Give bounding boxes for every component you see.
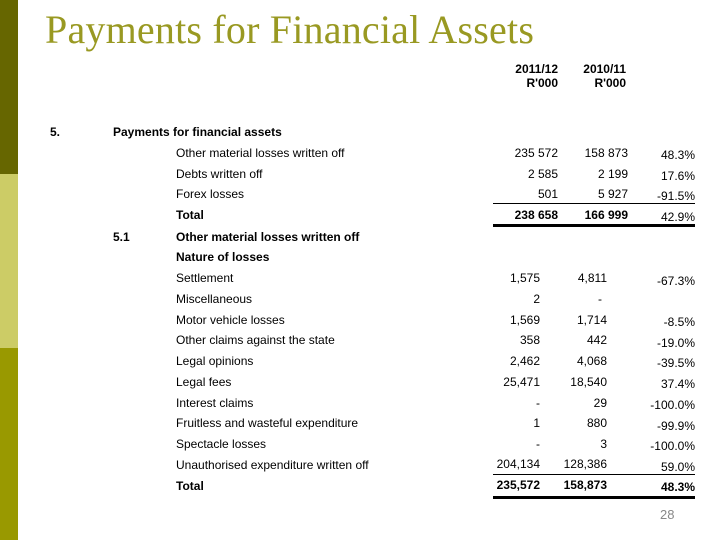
value-2011-12: 1 (533, 416, 540, 430)
row-label: Total (176, 479, 204, 493)
value-2010-11: 4,068 (576, 354, 607, 368)
row-label: Interest claims (176, 396, 254, 410)
column-header-year: 2011/12 (515, 62, 558, 76)
total-line (493, 496, 695, 499)
section-title: Payments for financial assets (113, 125, 282, 139)
value-2011-12: 238 658 (514, 208, 558, 222)
value-change: 48.3% (660, 148, 695, 162)
page-number: 28 (660, 507, 675, 522)
column-header-year: 2010/11 (583, 62, 626, 76)
value-change: 42.9% (660, 210, 695, 224)
value-2011-12: 1,575 (509, 271, 540, 285)
value-2010-11: - (598, 292, 602, 306)
column-header-unit: R'000 (526, 76, 558, 90)
value-change: -39.5% (656, 356, 695, 370)
value-change: -91.5% (656, 189, 695, 203)
sidebar-segment-middle (0, 174, 18, 348)
value-2011-12: 2 (533, 292, 540, 306)
value-change: 48.3% (660, 480, 695, 494)
value-change: 17.6% (660, 169, 695, 183)
value-2011-12: 2,462 (509, 354, 540, 368)
value-2010-11: 158,873 (563, 478, 607, 492)
value-2011-12: 2 585 (527, 167, 558, 181)
value-change: -19.0% (656, 336, 695, 350)
value-2011-12: 204,134 (496, 457, 540, 471)
row-label: Motor vehicle losses (176, 313, 285, 327)
value-2010-11: 128,386 (563, 457, 607, 471)
value-change: -99.9% (656, 419, 695, 433)
value-change: 37.4% (660, 377, 695, 391)
total-line (493, 224, 695, 227)
section-number: 5. (50, 125, 61, 139)
row-label: Debts written off (176, 167, 263, 181)
section-title: Other material losses written off (176, 230, 360, 244)
value-2010-11: 158 873 (584, 146, 628, 160)
section-subtitle: Nature of losses (176, 250, 270, 264)
section-number: 5.1 (113, 230, 130, 244)
sidebar-segment-top (0, 0, 18, 174)
value-2010-11: 29 (593, 396, 607, 410)
value-2010-11: 880 (586, 416, 607, 430)
value-2010-11: 442 (586, 333, 607, 347)
row-label: Legal opinions (176, 354, 254, 368)
value-2010-11: 166 999 (584, 208, 628, 222)
column-header-unit: R'000 (594, 76, 626, 90)
value-change: -100.0% (650, 439, 695, 453)
row-label: Miscellaneous (176, 292, 253, 306)
row-label: Other claims against the state (176, 333, 335, 347)
value-2010-11: 3 (600, 437, 607, 451)
value-2011-12: 358 (519, 333, 540, 347)
value-2010-11: 2 199 (597, 167, 628, 181)
column-header-2011-12 (490, 62, 558, 90)
row-label: Spectacle losses (176, 437, 267, 451)
value-2011-12: 235 572 (514, 146, 558, 160)
row-label: Settlement (176, 271, 234, 285)
slide-title: Payments for Financial Assets (45, 7, 535, 52)
value-change: -67.3% (656, 274, 695, 288)
value-2010-11: 4,811 (577, 271, 607, 285)
slide-sidebar (0, 0, 18, 540)
row-label: Other material losses written off (176, 146, 345, 160)
value-2010-11: 5 927 (597, 187, 628, 201)
sidebar-segment-bottom (0, 348, 18, 540)
subtotal-line (493, 203, 695, 204)
row-label: Legal fees (176, 375, 232, 389)
column-header-2010-11 (556, 62, 626, 90)
subtotal-line (493, 474, 695, 475)
value-change: -8.5% (663, 315, 695, 329)
value-2011-12: 235,572 (496, 478, 540, 492)
value-2010-11: 1,714 (576, 313, 607, 327)
value-2011-12: - (536, 437, 540, 451)
row-label: Forex losses (176, 187, 245, 201)
value-2011-12: 25,471 (503, 375, 540, 389)
row-label: Unauthorised expenditure written off (176, 458, 369, 472)
row-label: Total (176, 208, 204, 222)
row-label: Fruitless and wasteful expenditure (176, 416, 359, 430)
value-2011-12: - (536, 396, 540, 410)
value-2011-12: 501 (537, 187, 558, 201)
value-2010-11: 18,540 (570, 375, 607, 389)
value-2011-12: 1,569 (509, 313, 540, 327)
value-change: 59.0% (660, 460, 695, 474)
value-change: -100.0% (650, 398, 695, 412)
